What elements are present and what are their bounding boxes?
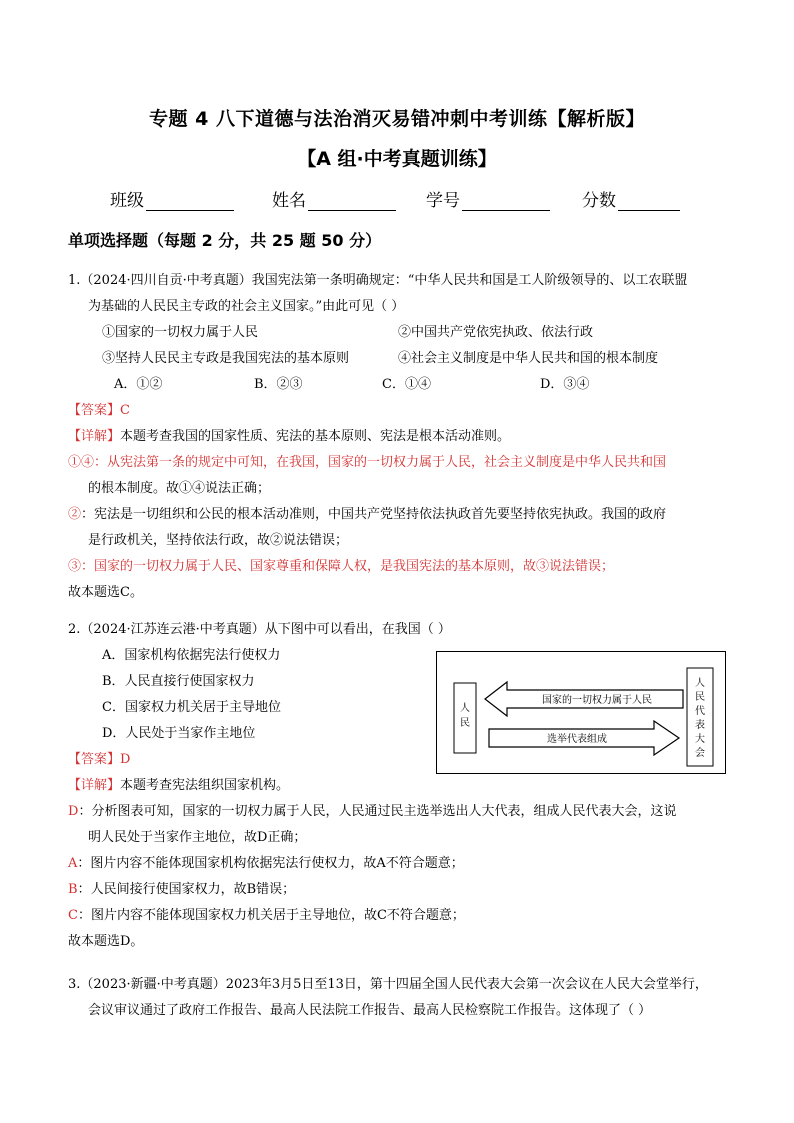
statement-4: ④社会主义制度是中华人民共和国的根本制度: [398, 351, 659, 366]
statements-row-2: [68, 346, 738, 372]
people-box-char-2: 民: [460, 718, 470, 729]
explanation-1-line-1: ①④：从宪法第一条的规定中可知，在我国，国家的一切权力属于人民，社会主义制度是中华人民共和国: [68, 455, 667, 470]
question-1-options: [68, 372, 738, 398]
option-d[interactable]: D．③④: [540, 377, 590, 392]
score-label: 分数: [582, 191, 616, 211]
section-heading: 单项选择题（每题 2 分，共 25 题 50 分）: [68, 231, 382, 250]
question-1-detail-text: 本题考查我国的国家性质、宪法的基本原则、宪法是根本活动准则。: [120, 429, 511, 444]
explanation-d-line-2: 明人民处于当家作主地位，故D正确；: [88, 830, 307, 845]
class-field[interactable]: [110, 186, 234, 211]
question-1-detail: 【详解】本题考查我国的国家性质、宪法的基本原则、宪法是根本活动准则。: [68, 429, 511, 444]
question-1-stem-line-1: 1.（2024·四川自贡·中考真题）我国宪法第一条明确规定：“中华人民共和国是工人阶级领导的、以工农联盟: [68, 273, 688, 288]
statement-2: ②中国共产党依宪执政、依法行政: [398, 325, 594, 340]
congress-box-char: 大: [695, 734, 705, 745]
question-2-detail: 【详解】本题考查宪法组织国家机构。: [68, 778, 290, 793]
score-blank[interactable]: [618, 192, 680, 211]
explanation-b: B：人民间接行使国家权力，故B错误；: [68, 882, 296, 897]
question-2-answer: 【答案】D: [68, 752, 131, 767]
option-c[interactable]: C．①④: [382, 377, 431, 392]
option-b[interactable]: B．②③: [254, 377, 303, 392]
question-2-conclusion: 故本题选D。: [68, 934, 144, 949]
class-label: 班级: [110, 191, 144, 211]
page-title: 专题 4 八下道德与法治消灭易错冲刺中考训练【解析版】: [149, 108, 645, 130]
congress-box-char: 会: [695, 748, 705, 759]
question-1-conclusion: 故本题选C。: [68, 585, 143, 600]
statement-1: ①国家的一切权力属于人民: [102, 325, 259, 340]
question-2-detail-text: 本题考查宪法组织国家机构。: [120, 778, 290, 793]
congress-box-char: 民: [695, 692, 705, 703]
explanation-1-line-2: 的根本制度。故①④说法正确；: [88, 481, 271, 496]
congress-box-char: 表: [695, 720, 705, 731]
explanation-2-line-1: ②：宪法是一切组织和公民的根本活动准则，中国共产党坚持依法执政首先要坚持依宪执政。我国的政府: [68, 507, 667, 522]
student-info-fields: [110, 186, 730, 211]
arrow-bottom-label: 选举代表组成: [547, 734, 607, 745]
congress-box-char: 代: [695, 706, 705, 717]
statements-row-1: [68, 320, 738, 346]
class-blank[interactable]: [146, 192, 234, 211]
name-label: 姓名: [272, 191, 306, 211]
question-3: [68, 972, 738, 1024]
question-3-stem-line-2: 会议审议通过了政府工作报告、最高人民法院工作报告、最高人民检察院工作报告。这体现了（ ）: [88, 1003, 652, 1018]
explanation-c: C：图片内容不能体现国家权力机关居于主导地位，故C不符合题意；: [68, 908, 465, 923]
score-field[interactable]: [582, 186, 680, 211]
student-number-field[interactable]: [426, 186, 550, 211]
question-2-stem: 2.（2024·江苏连云港·中考真题）从下图中可以看出，在我国（ ）: [68, 622, 451, 637]
explanation-a: A：图片内容不能体现国家机构依据宪法行使权力，故A不符合题意；: [68, 856, 464, 871]
people-box-char-1: 人: [460, 703, 470, 714]
arrow-top-label: 国家的一切权力属于人民: [542, 695, 652, 706]
option-d[interactable]: D．人民处于当家作主地位: [102, 726, 256, 741]
explanation-d-line-1: D：分析图表可知，国家的一切权力属于人民，人民通过民主选举选出人大代表，组成人民代表大会，这说: [68, 804, 677, 819]
page-subtitle: 【A 组·中考真题训练】: [297, 148, 497, 170]
power-diagram: [436, 651, 726, 774]
student-number-label: 学号: [426, 191, 460, 211]
power-diagram-svg: [437, 652, 725, 773]
question-1: [68, 268, 738, 606]
question-3-stem-line-1: 3.（2023·新疆·中考真题）2023年3月5日至13日，第十四届全国人民代表大会第一次会议在人民大会堂举行，: [68, 977, 708, 992]
option-a[interactable]: A．国家机构依据宪法行使权力: [102, 648, 281, 663]
name-field[interactable]: [272, 186, 396, 211]
student-number-blank[interactable]: [462, 192, 550, 211]
name-blank[interactable]: [308, 192, 396, 211]
option-b[interactable]: B．人民直接行使国家权力: [102, 674, 255, 689]
question-1-stem-line-2: 为基础的人民民主专政的社会主义国家。”由此可见（ ）: [88, 299, 405, 314]
congress-box-char: 人: [695, 678, 705, 689]
statement-3: ③坚持人民民主专政是我国宪法的基本原则: [102, 351, 350, 366]
question-1-answer: 【答案】C: [68, 403, 130, 418]
option-c[interactable]: C．国家权力机关居于主导地位: [102, 700, 281, 715]
explanation-3: ③：国家的一切权力属于人民、国家尊重和保障人权，是我国宪法的基本原则，故③说法错误；: [68, 559, 615, 574]
explanation-2-line-2: 是行政机关，坚持依法行政，故②说法错误；: [88, 533, 349, 548]
option-a[interactable]: A．①②: [114, 377, 163, 392]
